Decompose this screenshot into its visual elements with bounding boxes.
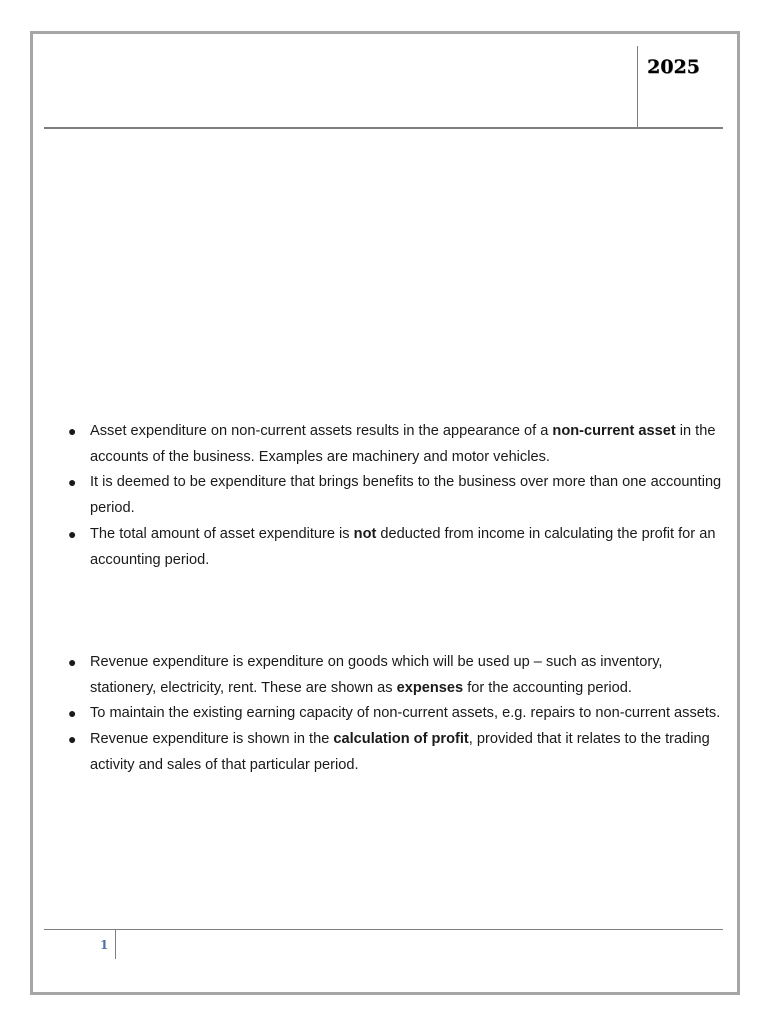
header-divider xyxy=(637,46,638,128)
list-item xyxy=(66,522,730,573)
list-item xyxy=(66,419,730,470)
item-text: , provided that it relates to the trading activity and sales of that particular period. xyxy=(90,731,710,773)
item-text: Asset expenditure on non-current assets results in the appearance of a xyxy=(90,423,553,439)
item-bold-text: not xyxy=(353,525,377,542)
asset-expenditure-list xyxy=(66,419,730,573)
bullet-icon: ● xyxy=(68,731,77,748)
list-item xyxy=(66,727,730,778)
list-item xyxy=(66,650,730,701)
list-item xyxy=(66,470,730,521)
item-text: It is deemed to be expenditure that brings benefits to the business over more than one accounting period. xyxy=(90,474,722,517)
footer-divider xyxy=(115,930,116,959)
page-number: 1 xyxy=(100,938,109,952)
item-bold-text: non-current asset xyxy=(552,423,676,439)
bullet-icon: ● xyxy=(68,705,77,722)
list-item xyxy=(66,701,730,727)
header-rule xyxy=(44,127,723,129)
item-text: To maintain the existing earning capacity of non-current assets, e.g. repairs to non-current assets. xyxy=(90,705,721,722)
bullet-icon: ● xyxy=(68,474,77,491)
bullet-icon: ● xyxy=(68,654,77,670)
item-bold-text: expenses xyxy=(396,679,464,696)
header-year: 2025 xyxy=(647,56,700,78)
item-text: Revenue expenditure is expenditure on goods which will be used up – such as inventory, stationery, electricity, rent. These are shown as xyxy=(90,654,663,696)
item-text: in the accounts of the business. Examples are machinery and motor vehicles. xyxy=(90,423,716,465)
revenue-expenditure-list xyxy=(66,650,730,779)
bullet-icon: ● xyxy=(68,423,77,439)
footer-rule xyxy=(44,929,723,930)
bullet-icon: ● xyxy=(68,525,77,542)
item-text: Revenue expenditure is shown in the xyxy=(90,731,334,748)
item-text: deducted from income in calculating the profit for an accounting period. xyxy=(90,525,716,568)
item-text: The total amount of asset expenditure is xyxy=(90,525,354,542)
item-text: for the accounting period. xyxy=(463,679,632,696)
item-bold-text: calculation of profit xyxy=(333,731,469,748)
